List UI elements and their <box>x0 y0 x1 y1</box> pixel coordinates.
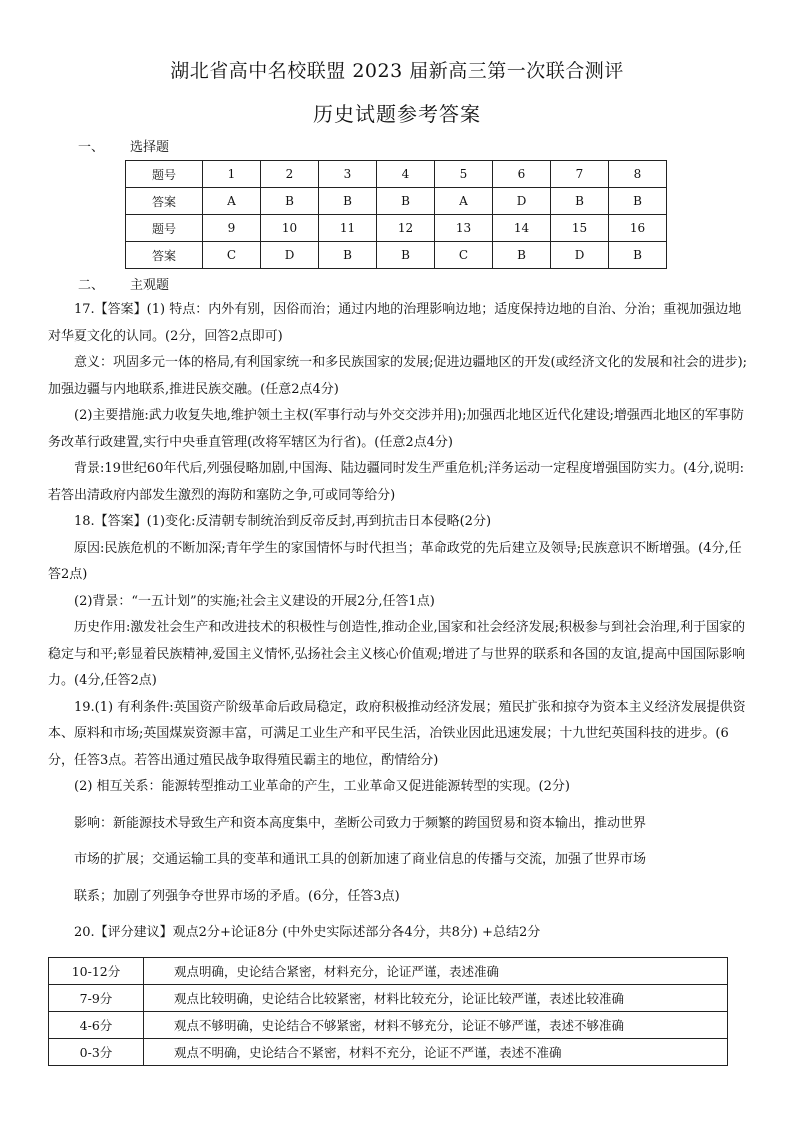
answer-paragraph: 20.【评分建议】观点2分+论证8分 (中外史实际述部分各4分，共8分) +总结2分 <box>74 925 541 940</box>
answer-paragraph: 19.(1) 有利条件:英国资产阶级革命后政局稳定，政府积极推动经济发展；殖民扩张和掠夺为资本主义经济发展提供资本、原料和市场;英国煤炭资源丰富，可满足工业生产和平民生活，冶铁业因此迅速发展；十九世纪英国科技的进步。(6分，任答3点。若答出通过殖民战争取得殖民霸主的地位，酌情给分) <box>48 699 746 768</box>
answer-table-cell: B <box>319 242 377 269</box>
answer-table-cell: 9 <box>203 215 261 242</box>
score-level: 7-9分 <box>49 985 144 1012</box>
answer-table-header-cell: 题号 <box>126 215 203 242</box>
answer-paragraph: 18.【答案】(1)变化:反清朝专制统治到反帝反封,再到抗击日本侵略(2分) <box>74 514 492 529</box>
answer-paragraph: 17.【答案】(1) 特点：内外有别，因俗而治；通过内地的治理影响边地；适度保持边地的自治、分治；重视加强边地对华夏文化的认同。(2分，回答2点即可) <box>48 302 742 344</box>
answer-body <box>48 297 752 947</box>
answer-table-row <box>126 188 667 215</box>
score-description: 观点比较明确，史论结合比较紧密，材料比较充分，论证比较严谨，表述比较准确 <box>144 985 728 1012</box>
answer-table-cell: A <box>203 188 261 215</box>
answer-table-cell: 6 <box>493 161 551 188</box>
answer-table-row <box>126 215 667 242</box>
score-description: 观点明确，史论结合紧密，材料充分，论证严谨，表述准确 <box>144 958 728 985</box>
section-label: 主观题 <box>130 278 170 293</box>
answer-table-cell: 7 <box>551 161 609 188</box>
answer-table-cell: 14 <box>493 215 551 242</box>
score-description: 观点不够明确，史论结合不够紧密，材料不够充分，论证不够严谨，表述不够准确 <box>144 1012 728 1039</box>
answer-table-cell: 2 <box>261 161 319 188</box>
answer-table-cell: B <box>377 242 435 269</box>
section-label: 选择题 <box>130 140 170 155</box>
answer-table-header-cell: 题号 <box>126 161 203 188</box>
document-subtitle: 历史试题参考答案 <box>313 102 481 126</box>
answer-paragraph: 原因:民族危机的不断加深;青年学生的家国情怀与时代担当；革命政党的先后建立及领导;民族意识不断增强。(4分,任答2点) <box>48 540 742 582</box>
answer-paragraph: 历史作用:激发社会生产和改进技术的积极性与创造性,推动企业,国家和社会经济发展;积极参与到社会治理,利于国家的稳定与和平;彰显着民族精神,爱国主义情怀,弘扬社会主义核心价值观;增进了与世界的联系和各国的友谊,提高中国国际影响力。(4分,任答2点) <box>48 620 746 688</box>
scoring-table-row <box>49 1039 728 1066</box>
scoring-table-row <box>49 1012 728 1039</box>
answer-table-cell: 5 <box>435 161 493 188</box>
answer-paragraph: (2)背景：“一五计划”的实施;社会主义建设的开展2分,任答1点) <box>74 593 435 609</box>
paragraph-gap <box>48 874 752 884</box>
score-level: 10-12分 <box>49 958 144 985</box>
answer-table-cell: B <box>609 188 667 215</box>
paragraph-gap <box>48 910 752 920</box>
answer-table-header-cell: 答案 <box>126 242 203 269</box>
answer-table-cell: 3 <box>319 161 377 188</box>
answer-table-cell: 12 <box>377 215 435 242</box>
document-title: 湖北省高中名校联盟 2023 届新高三第一次联合测评 <box>170 60 624 82</box>
scoring-table-row <box>49 985 728 1012</box>
answer-paragraph: 意义：巩固多元一体的格局,有利国家统一和多民族国家的发展;促进边疆地区的开发(或经济文化的发展和社会的进步);加强边疆与内地联系,推进民族交融。(任意2点4分) <box>48 355 748 397</box>
answer-paragraph: (2) 相互关系：能源转型推动工业革命的产生，工业革命又促进能源转型的实现。(2分) <box>74 779 570 794</box>
answer-paragraph: 联系；加剧了列强争夺世界市场的矛盾。(6分，任答3点) <box>74 888 400 904</box>
answer-table-cell: 10 <box>261 215 319 242</box>
answer-table-cell: B <box>493 242 551 269</box>
answer-table-cell: B <box>551 188 609 215</box>
section-heading-subjective <box>78 274 169 293</box>
answer-paragraph: 市场的扩展；交通运输工具的变革和通讯工具的创新加速了商业信息的传播与交流，加强了世界市场 <box>74 852 647 867</box>
answer-table-cell: B <box>377 188 435 215</box>
answer-table-cell: 16 <box>609 215 667 242</box>
answer-table-cell: 1 <box>203 161 261 188</box>
answer-table-cell: C <box>435 242 493 269</box>
answer-table-cell: B <box>609 242 667 269</box>
answer-paragraph: (2)主要措施:武力收复失地,维护领土主权(军事行动与外交交涉并用);加强西北地区近代化建设;增强西北地区的军事防务改革行政建置,实行中央垂直管理(改将军辖区为行省)。(任意2点4分) <box>48 408 744 450</box>
score-level: 4-6分 <box>49 1012 144 1039</box>
scoring-table <box>48 957 728 1066</box>
answer-table-cell: 4 <box>377 161 435 188</box>
answer-table-cell: B <box>319 188 377 215</box>
answer-table <box>125 160 667 269</box>
paragraph-gap <box>48 837 752 847</box>
score-description: 观点不明确，史论结合不紧密，材料不充分，论证不严谨，表述不准确 <box>144 1039 728 1066</box>
answer-paragraph: 影响：新能源技术导致生产和资本高度集中，垄断公司致力于频繁的跨国贸易和资本输出，推动世界 <box>74 815 647 831</box>
scoring-table-row <box>49 958 728 985</box>
answer-table-cell: D <box>551 242 609 269</box>
answer-table-cell: D <box>493 188 551 215</box>
answer-table-cell: 11 <box>319 215 377 242</box>
answer-table-cell: 13 <box>435 215 493 242</box>
answer-table-cell: 15 <box>551 215 609 242</box>
answer-table-header-cell: 答案 <box>126 188 203 215</box>
answer-table-cell: D <box>261 242 319 269</box>
answer-paragraph: 背景:19世纪60年代后,列强侵略加剧,中国海、陆边疆同时发生严重危机;洋务运动一定程度增强国防实力。(4分,说明:若答出清政府内部发生激烈的海防和塞防之争,可或同等给分) <box>48 461 744 503</box>
section-number: 二、 <box>78 278 105 293</box>
answer-table-row <box>126 242 667 269</box>
section-number: 一、 <box>78 140 105 155</box>
paragraph-gap <box>48 801 752 811</box>
answer-table-cell: 8 <box>609 161 667 188</box>
answer-table-cell: A <box>435 188 493 215</box>
score-level: 0-3分 <box>49 1039 144 1066</box>
answer-table-cell: B <box>261 188 319 215</box>
section-heading-choice <box>78 136 169 155</box>
answer-table-cell: C <box>203 242 261 269</box>
answer-table-row <box>126 161 667 188</box>
